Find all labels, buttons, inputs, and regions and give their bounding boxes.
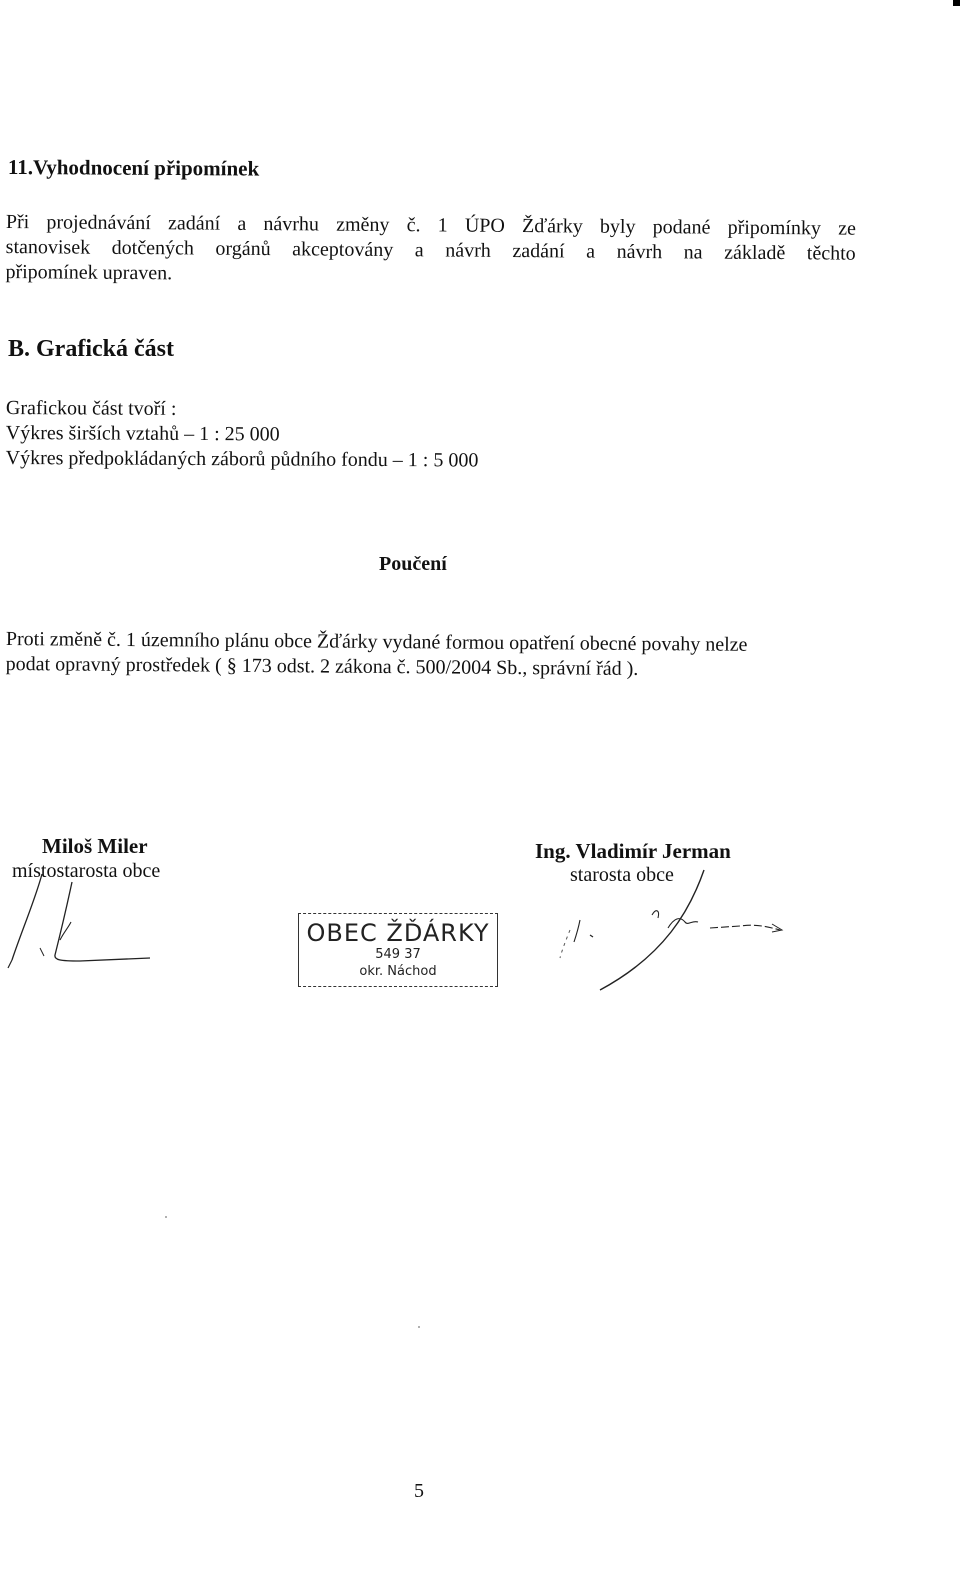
graphic-line: Výkres předpokládaných záborů půdního fondu – 1 : 5 000 xyxy=(5,446,479,472)
right-signatory-name: Ing. Vladimír Jerman xyxy=(535,839,731,863)
part-b-heading: B. Grafická část xyxy=(8,336,174,362)
scan-speck xyxy=(418,1326,420,1328)
right-signatory-role: starosta obce xyxy=(570,864,674,886)
left-signatory-name: Miloš Miler xyxy=(42,834,148,858)
left-signatory-role: místostarosta obce xyxy=(12,860,161,882)
paragraph-line: Při projednávání zadání a návrhu změny č. 1 ÚPO Žďárky byly podané připomínky ze xyxy=(5,210,856,240)
stamp-district: okr. Náchod xyxy=(359,964,437,979)
stamp-postcode: 549 37 xyxy=(375,947,421,962)
scan-speck xyxy=(165,1216,167,1218)
evaluation-paragraph xyxy=(5,210,856,292)
graphic-line: Grafickou část tvoří : xyxy=(5,397,177,420)
graphic-part-list xyxy=(6,396,479,473)
instruction-line: podat opravný prostředek ( § 173 odst. 2 zákona č. 500/2004 Sb., správní řád ). xyxy=(5,652,639,680)
municipal-stamp xyxy=(298,913,498,987)
paragraph-line: připomínek upraven. xyxy=(5,260,173,285)
stamp-title: OBEC ŽĎÁRKY xyxy=(306,919,490,947)
graphic-line: Výkres širších vztahů – 1 : 25 000 xyxy=(5,421,280,446)
right-signature xyxy=(540,860,800,1000)
instruction-line: Proti změně č. 1 územního plánu obce Žďárky vydané formou opatření obecné povahy nelze xyxy=(5,627,748,656)
scan-artifact xyxy=(953,0,960,6)
section-title: 11.Vyhodnocení připomínek xyxy=(7,155,260,181)
instruction-paragraph xyxy=(6,627,851,684)
left-signature xyxy=(0,870,180,980)
paragraph-line: stanovisek dotčených orgánů akceptovány a návrh zadání a návrh na základě těchto xyxy=(5,235,856,265)
instruction-heading: Poučení xyxy=(379,553,447,575)
page-number: 5 xyxy=(414,1480,424,1502)
